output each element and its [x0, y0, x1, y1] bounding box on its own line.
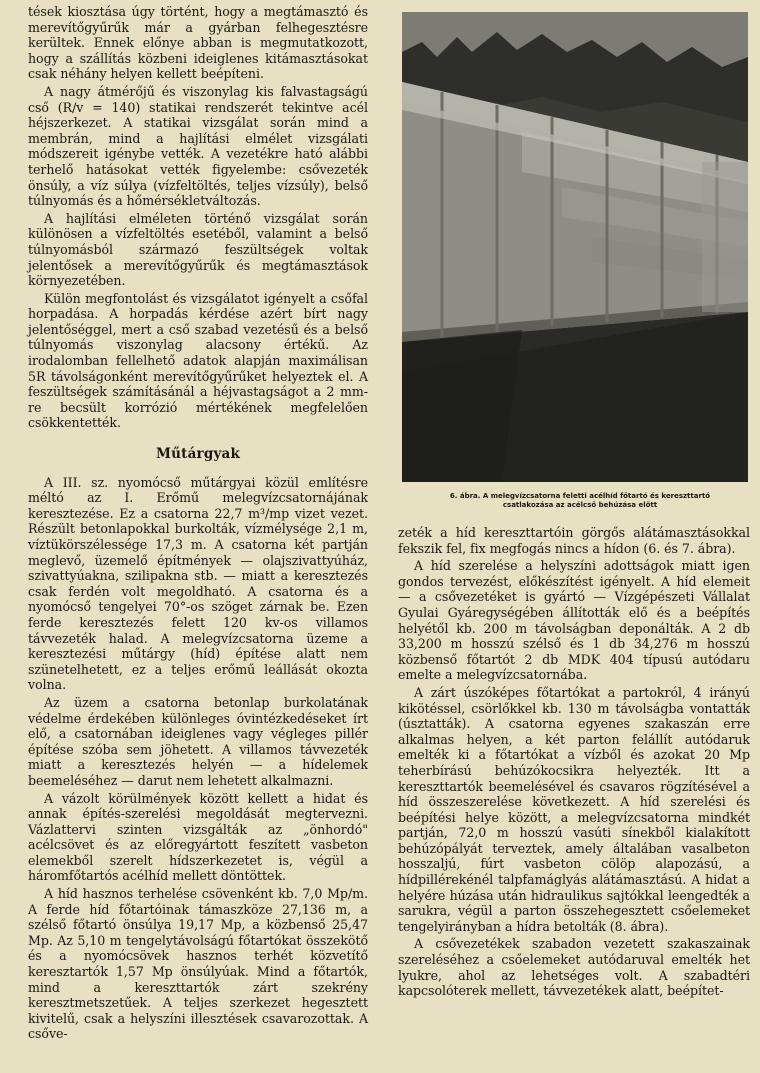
paragraph: A vázolt körülmények között kellett a hidat és annak építés-szerelési megoldását megtervezni. Vázlattervi szinten vizsgálták az „önhordó" acélcsövet és az előregyártott feszített vasbeton elemekből szerelt hídszerkezetet is, végül a háromfőtartós acélhíd mellett döntöttek.: [28, 790, 368, 884]
left-column: [28, 4, 368, 1042]
right-column: [398, 525, 750, 999]
paragraph: A híd hasznos terhelése csövenként kb. 7,0 Mp/m. A ferde híd főtartóinak támaszköze 27,136 m, a szélső főtartó önsúlya 19,17 Mp, a közbenső 25,47 Mp. Az 5,10 m tengelytávolságú főtartókat összekötő és a nyomócsövek hasznos terhét közvetítő keresztartók 1,57 Mp önsúlyúak. Mind a főtartók, mind a kereszttartók zárt szekrény keresztmetszetűek. A teljes szerkezet hegesztett kivitelű, csak a helyszíni illesztések csavarozottak. A csőve-: [28, 886, 368, 1042]
paragraph: zeték a híd kereszttartóin görgős alátámasztásokkal fekszik fel, fix megfogás nincs a hídon (6. és 7. ábra).: [398, 525, 750, 556]
paragraph: A III. sz. nyomócső műtárgyai közül említésre méltó az I. Erőmű melegvízcsatornájának keresztezése. Ez a csatorna 22,7 m³/mp vizet vezet. Részült betonlapokkal burkolták, vízmélysége 2,1 m, víztükörszélessége 17,3 m. A csatorna két partján meglevő, üzemelő építmények — olajszivattyúház, szivattyúakna, szilipakna stb. — miatt a keresztezés csak ferdén volt megoldható. A csatorna és a nyomócső tengelyei 70°-os szöget zárnak be. Ezen ferde keresztezés felett 120 kv-os villamos távvezeték halad. A melegvízcsatorna üzeme a keresztezési műtárgy (híd) építése alatt nem szünetelhetett, ez a teljes erőmű leállását okozta volna.: [28, 474, 368, 693]
paragraph: A nagy átmérőjű és viszonylag kis falvastagságú cső (R/v = 140) statikai rendszerét tekintve acél héjszerkezet. A statikai vizsgálat során mind a membrán, mind a hajlítási elmélet vizsgálati módszereit igénybe vették. A vezetékre ható alábbi terhelő hatásokat vették figyelembe: csővezeték önsúly, a víz súlya (vízfeltöltés, teljes vízsúly), belső túlnyomás és a hőmérsékletváltozás.: [28, 83, 368, 209]
bridge-photo: [402, 12, 748, 482]
paragraph: Külön megfontolást és vizsgálatot igényelt a csőfal horpadása. A horpadás kérdése azért bírt nagy jelentőséggel, mert a cső szabad vezetésű és a belső túlnyomás viszonylag alacsony értékű. Az irodalomban fellelhető adatok alapján maximálisan 5R távolságonként merevítőgyűrűket helyeztek el. A feszültségek számításánál a héjvastagságot a 2 mm-re becsült korrózió mértékének megfelelően csökkentették.: [28, 290, 368, 431]
paragraph: A hajlítási elméleten történő vizsgálat során különösen a vízfeltöltés esetéből, valamint a belső túlnyomásból származó feszültségek voltak jelentősek a merevítőgyűrűk és megtámasztások környezetében.: [28, 210, 368, 289]
paragraph: A híd szerelése a helyszíni adottságok miatt igen gondos tervezést, előkészítést igényelt. A híd elemeit — a csővezetéket is gyártó — Vízgépészeti Vállalat Gyulai Gyáregységében állították elő és a beépítés helyétől kb. 200 m távolságban deponálták. A 2 db 33,200 m hosszú szélső és 1 db 34,276 m hosszú közbenső főtartót 2 db MDK 404 típusú autódaru emelte a melegvízcsatornába.: [398, 558, 750, 683]
figure-caption: 6. ábra. A melegvízcsatorna feletti acélhíd főtartó és kereszttartó csatlakozása az acélcső behúzása előtt: [449, 492, 711, 509]
paragraph: tések kiosztása úgy történt, hogy a megtámasztó és merevítőgyűrűk már a gyárban felhegesztésre kerültek. Ennek előnye abban is megmutatkozott, hogy a szállítás közbeni ideiglenes kitámasztásokat csak néhány helyen kellett beépíteni.: [28, 4, 368, 82]
paragraph: A csővezetékek szabadon vezetett szakaszainak szereléséhez a csőelemeket autódaruval emelték het lyukre, ahol az lehetséges volt. A szabadtéri kapcsolóterek mellett, távvezetékek alatt, beépítet-: [398, 936, 750, 999]
section-heading: Műtárgyak: [155, 446, 241, 463]
paragraph: A zárt úszóképes főtartókat a partokról, 4 irányú kikötéssel, csörlőkkel kb. 130 m távolságba vontatták (úsztatták). A csatorna egyenes szakaszán erre alkalmas helyen, a két parton felállít autódaruk emelték ki a főtartókat a vízből és azokat 20 Mp teherbírású behúzókocsikra helyezték. Itt a kereszttartók beemelésével és csavaros rögzítésével a híd összeszerelése következett. A híd szerelési és beépítési helye között, a melegvízcsatorna mindkét partján, 72,0 m hosszú vasúti sínekből kialakított behúzópályát terveztek, amely általában vasalbeton hosszaljú, fúrt vasbeton cölöp alapozású, a hídpillérekénél talpfamáglyás alátámasztású. A hidat a helyére húzása után hidraulikus sajtókkal leengedték a sarukra, végül a parton összehegesztett csőelemeket tengelyirányban a hídra betolták (8. ábra).: [398, 684, 750, 934]
paragraph: Az üzem a csatorna betonlap burkolatának védelme érdekében különleges óvintézkedéseket írt elő, a csatornában ideiglenes vagy végleges pillér építése szóba sem jöhetett. A villamos távvezeték miatt a keresztezés helyén — a hídelemek beemeléséhez — darut nem lehetett alkalmazni.: [28, 694, 368, 788]
